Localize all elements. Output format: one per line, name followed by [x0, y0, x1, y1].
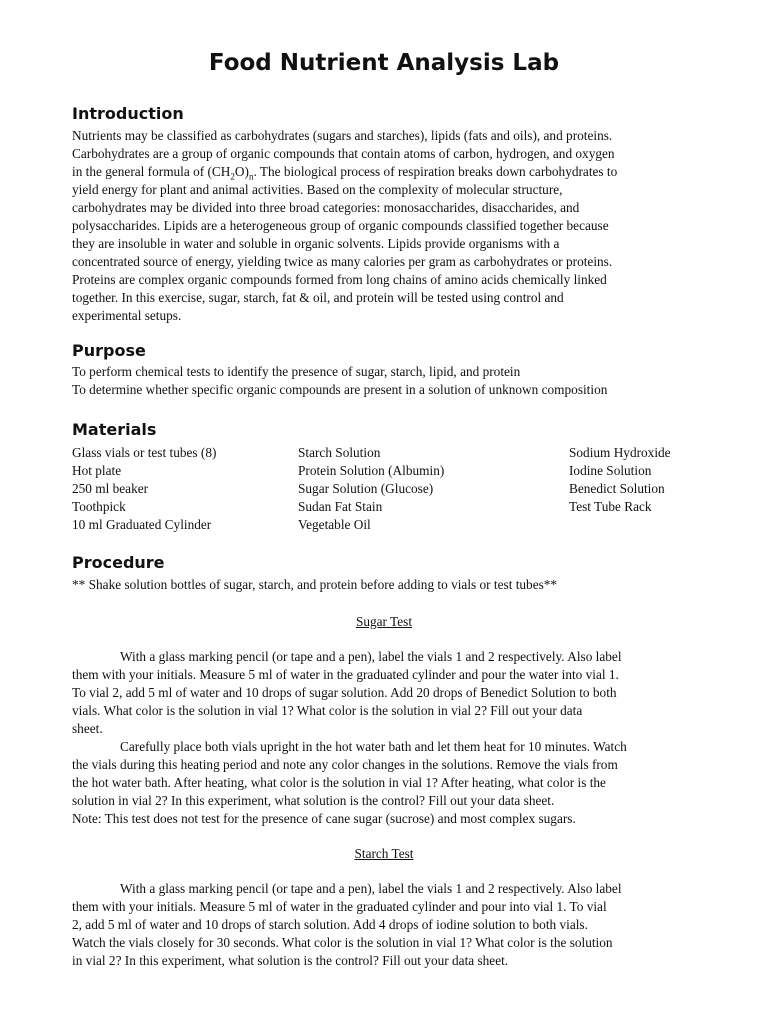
material-item: Hot plate	[72, 463, 122, 478]
material-item: Sugar Solution (Glucose)	[298, 481, 434, 496]
starch-test-title: Starch Test	[354, 846, 414, 861]
intro-line: Carbohydrates are a group of organic compounds that contain atoms of carbon, hydrogen, and oxygen	[72, 146, 615, 161]
intro-line: Proteins are complex organic compounds formed from long chains of amino acids chemically linked	[72, 272, 607, 287]
formula-subscript-n: n	[248, 171, 254, 182]
sugar-line: the vials during this heating period and note any color changes in the solutions. Remove the vials from	[72, 757, 618, 772]
material-item: 250 ml beaker	[72, 481, 149, 496]
starch-line: in vial 2? In this experiment, what solution is the control? Fill out your data sheet.	[72, 953, 509, 968]
material-item: Toothpick	[72, 499, 126, 514]
material-item: Starch Solution	[298, 445, 381, 460]
starch-test-text	[72, 880, 702, 970]
material-item: Protein Solution (Albumin)	[298, 463, 445, 478]
material-item: 10 ml Graduated Cylinder	[72, 517, 212, 532]
purpose-line: To determine whether specific organic compounds are present in a solution of unknown composition	[72, 382, 608, 397]
intro-line: together. In this exercise, sugar, starch, fat & oil, and protein will be tested using control and	[72, 290, 564, 305]
sugar-line: vials. What color is the solution in vial 1? What color is the solution in vial 2? Fill out your data	[72, 703, 583, 718]
material-item: Glass vials or test tubes (8)	[72, 445, 217, 460]
material-item: Benedict Solution	[569, 481, 665, 496]
materials-column-1	[72, 444, 216, 534]
sugar-line: With a glass marking pencil (or tape and a pen), label the vials 1 and 2 respectively. Also label	[120, 649, 622, 664]
formula-middle: O)	[234, 164, 249, 179]
purpose-line: To perform chemical tests to identify the presence of sugar, starch, lipid, and protein	[72, 364, 521, 379]
intro-formula-prefix: in the general formula of (CH	[72, 164, 231, 179]
purpose-heading: Purpose	[72, 341, 146, 360]
intro-line: yield energy for plant and animal activities. Based on the complexity of molecular structure,	[72, 182, 563, 197]
sugar-test-title-wrap	[72, 613, 696, 631]
intro-line: polysaccharides. Lipids are a heterogeneous group of organic compounds classified together because	[72, 218, 609, 233]
material-item: Vegetable Oil	[298, 517, 371, 532]
introduction-heading: Introduction	[72, 104, 184, 123]
sugar-line: Note: This test does not test for the presence of cane sugar (sucrose) and most complex sugars.	[72, 811, 576, 826]
sugar-line: sheet.	[72, 721, 103, 736]
intro-line: Nutrients may be classified as carbohydrates (sugars and starches), lipids (fats and oils), and proteins.	[72, 128, 613, 143]
intro-line: they are insoluble in water and soluble in organic solvents. Lipids provide organisms with a	[72, 236, 560, 251]
starch-test-title-wrap	[72, 845, 696, 863]
materials-column-2	[298, 444, 444, 534]
material-item: Sudan Fat Stain	[298, 499, 383, 514]
materials-column-3	[569, 444, 671, 516]
procedure-note	[72, 576, 702, 594]
purpose-text	[72, 363, 702, 399]
starch-line: Watch the vials closely for 30 seconds. What color is the solution in vial 1? What color is the solution	[72, 935, 613, 950]
material-item: Iodine Solution	[569, 463, 652, 478]
procedure-note-text: ** Shake solution bottles of sugar, starch, and protein before adding to vials or test tubes**	[72, 577, 558, 592]
material-item: Test Tube Rack	[569, 499, 652, 514]
intro-line: carbohydrates may be divided into three broad categories: monosaccharides, disaccharides, and	[72, 200, 580, 215]
sugar-line: them with your initials. Measure 5 ml of water in the graduated cylinder and pour the water into vial 1.	[72, 667, 619, 682]
material-item: Sodium Hydroxide	[569, 445, 671, 460]
starch-line: 2, add 5 ml of water and 10 drops of starch solution. Add 4 drops of iodine solution to both vials.	[72, 917, 588, 932]
intro-line: concentrated source of energy, yielding twice as many calories per gram as carbohydrates or proteins.	[72, 254, 613, 269]
intro-line-formula	[72, 163, 702, 181]
intro-line: experimental setups.	[72, 308, 182, 323]
sugar-line: solution in vial 2? In this experiment, what solution is the control? Fill out your data sheet.	[72, 793, 555, 808]
starch-line: With a glass marking pencil (or tape and a pen), label the vials 1 and 2 respectively. Also label	[120, 881, 622, 896]
introduction-text	[72, 127, 702, 325]
sugar-line: Carefully place both vials upright in the hot water bath and let them heat for 10 minutes. Watch	[120, 739, 627, 754]
materials-heading: Materials	[72, 420, 157, 439]
sugar-test-text	[72, 648, 702, 828]
sugar-test-title: Sugar Test	[355, 614, 413, 629]
sugar-line: To vial 2, add 5 ml of water and 10 drops of sugar solution. Add 20 drops of Benedict Solution to both	[72, 685, 617, 700]
formula-tail: . The biological process of respiration breaks down carbohydrates to	[253, 164, 618, 179]
starch-line: them with your initials. Measure 5 ml of water in the graduated cylinder and pour into vial 1. To vial	[72, 899, 607, 914]
procedure-heading: Procedure	[72, 553, 165, 572]
formula-subscript-2: 2	[230, 171, 235, 182]
sugar-line: the hot water bath. After heating, what color is the solution in vial 1? After heating, what color is the	[72, 775, 606, 790]
page-title: Food Nutrient Analysis Lab	[208, 50, 560, 76]
